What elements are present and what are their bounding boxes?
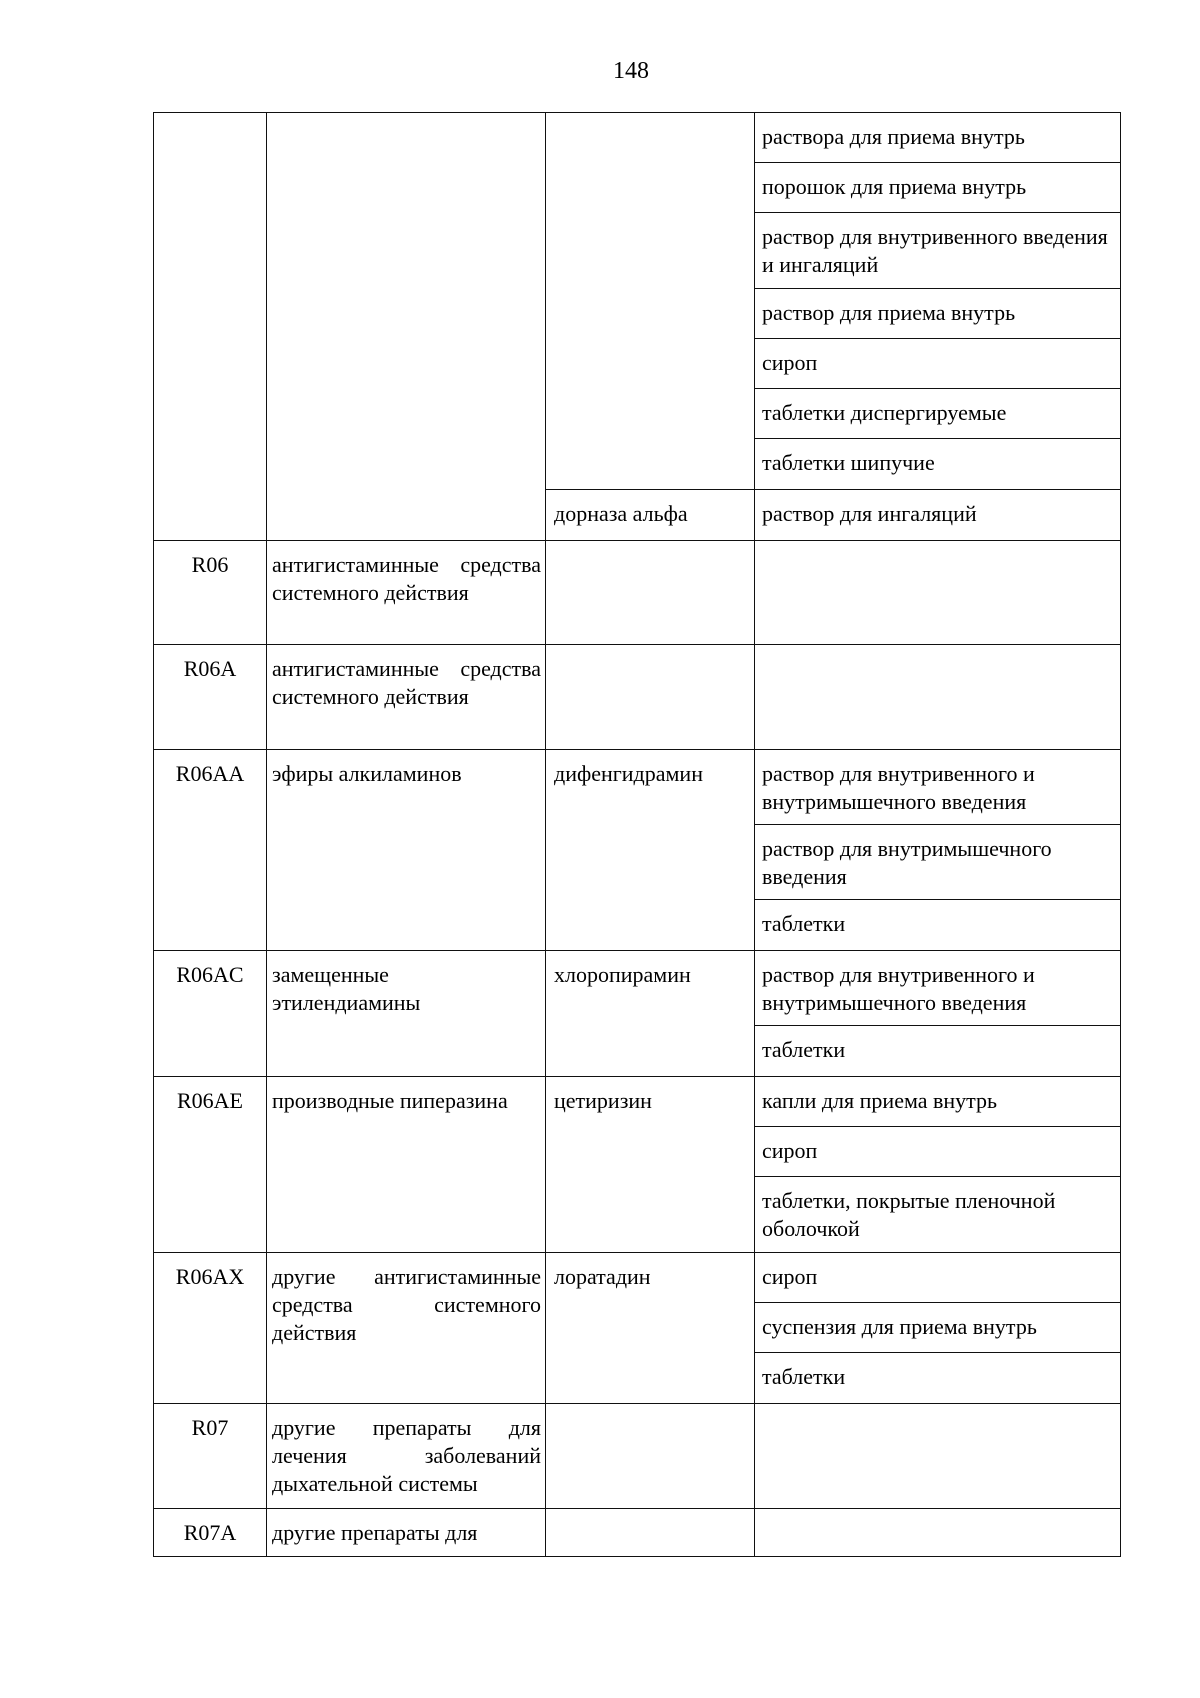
inn-cell bbox=[546, 541, 755, 645]
drug-table bbox=[153, 112, 1121, 1557]
dosage-forms-cell bbox=[755, 1077, 1121, 1253]
table-row bbox=[154, 113, 1121, 490]
dosage-form: таблетки шипучие bbox=[762, 450, 935, 475]
dosage-form: раствор для ингаляций bbox=[762, 501, 977, 526]
inn-cell: хлоропирамин bbox=[546, 951, 755, 1077]
dosage-forms-cell bbox=[755, 750, 1121, 951]
dosage-form: раствор для внутривенного и внутримышечного введения bbox=[755, 951, 1120, 1026]
atc-class-cell: другие препараты для лечения заболеваний дыхательной системы bbox=[267, 1404, 546, 1509]
table-row bbox=[154, 1404, 1121, 1509]
inn-cell bbox=[546, 645, 755, 750]
dosage-form: таблетки bbox=[762, 1364, 846, 1389]
dosage-form: сироп bbox=[755, 339, 1120, 389]
dosage-form: сироп bbox=[755, 1253, 1120, 1303]
atc-class-cell: антигистаминные средства системного действия bbox=[267, 541, 546, 645]
table-row bbox=[154, 541, 1121, 645]
dosage-form: таблетки диспергируемые bbox=[755, 389, 1120, 439]
table-row bbox=[154, 1253, 1121, 1404]
dosage-form: таблетки, покрытые пленочной оболочкой bbox=[762, 1188, 1056, 1241]
inn-cell bbox=[546, 113, 755, 490]
dosage-forms-cell bbox=[755, 541, 1121, 645]
table-row bbox=[154, 750, 1121, 951]
dosage-form: раствор для внутримышечного введения bbox=[755, 825, 1120, 900]
dosage-forms-cell bbox=[755, 1509, 1121, 1557]
table-row bbox=[154, 1509, 1121, 1557]
page-number: 148 bbox=[613, 58, 649, 84]
table-row bbox=[154, 951, 1121, 1077]
inn-cell: дифенгидрамин bbox=[546, 750, 755, 951]
table-row bbox=[154, 1077, 1121, 1253]
atc-class-cell: эфиры алкиламинов bbox=[267, 750, 546, 951]
atc-class-cell: производные пиперазина bbox=[267, 1077, 546, 1253]
atc-class-cell: другие препараты для bbox=[267, 1509, 546, 1557]
atc-code-cell: R06AC bbox=[154, 951, 267, 1077]
dosage-forms-cell bbox=[755, 951, 1121, 1077]
inn-cell: цетиризин bbox=[546, 1077, 755, 1253]
dosage-forms-cell bbox=[755, 113, 1121, 490]
atc-code-cell: R06A bbox=[154, 645, 267, 750]
atc-class-cell: антигистаминные средства системного действия bbox=[267, 645, 546, 750]
atc-class-cell bbox=[267, 113, 546, 541]
atc-class-cell: замещенные этилендиамины bbox=[267, 951, 546, 1077]
atc-code-cell bbox=[154, 113, 267, 541]
inn-cell bbox=[546, 1404, 755, 1509]
atc-code-cell: R06 bbox=[154, 541, 267, 645]
table-row bbox=[154, 645, 1121, 750]
dosage-forms-cell bbox=[755, 490, 1121, 541]
dosage-form: раствора для приема внутрь bbox=[755, 113, 1120, 163]
dosage-form: таблетки bbox=[762, 1037, 846, 1062]
inn-cell bbox=[546, 1509, 755, 1557]
dosage-form: раствор для внутривенного введения и ингаляций bbox=[755, 213, 1120, 289]
dosage-forms-cell bbox=[755, 1253, 1121, 1404]
atc-code-cell: R07A bbox=[154, 1509, 267, 1557]
inn-cell: лоратадин bbox=[546, 1253, 755, 1404]
dosage-form: таблетки bbox=[762, 911, 846, 936]
dosage-forms-cell bbox=[755, 645, 1121, 750]
atc-code-cell: R06AA bbox=[154, 750, 267, 951]
atc-code-cell: R07 bbox=[154, 1404, 267, 1509]
atc-class-cell: другие антигистаминные средства системного действия bbox=[267, 1253, 546, 1404]
atc-code-cell: R06AE bbox=[154, 1077, 267, 1253]
inn-cell: дорназа альфа bbox=[546, 490, 755, 541]
dosage-forms-cell bbox=[755, 1404, 1121, 1509]
dosage-form: капли для приема внутрь bbox=[755, 1077, 1120, 1127]
dosage-form: сироп bbox=[755, 1127, 1120, 1177]
dosage-form: порошок для приема внутрь bbox=[755, 163, 1120, 213]
dosage-form: раствор для внутривенного и внутримышечного введения bbox=[755, 750, 1120, 825]
atc-code-cell: R06AX bbox=[154, 1253, 267, 1404]
dosage-form: суспензия для приема внутрь bbox=[755, 1303, 1120, 1353]
dosage-form: раствор для приема внутрь bbox=[755, 289, 1120, 339]
